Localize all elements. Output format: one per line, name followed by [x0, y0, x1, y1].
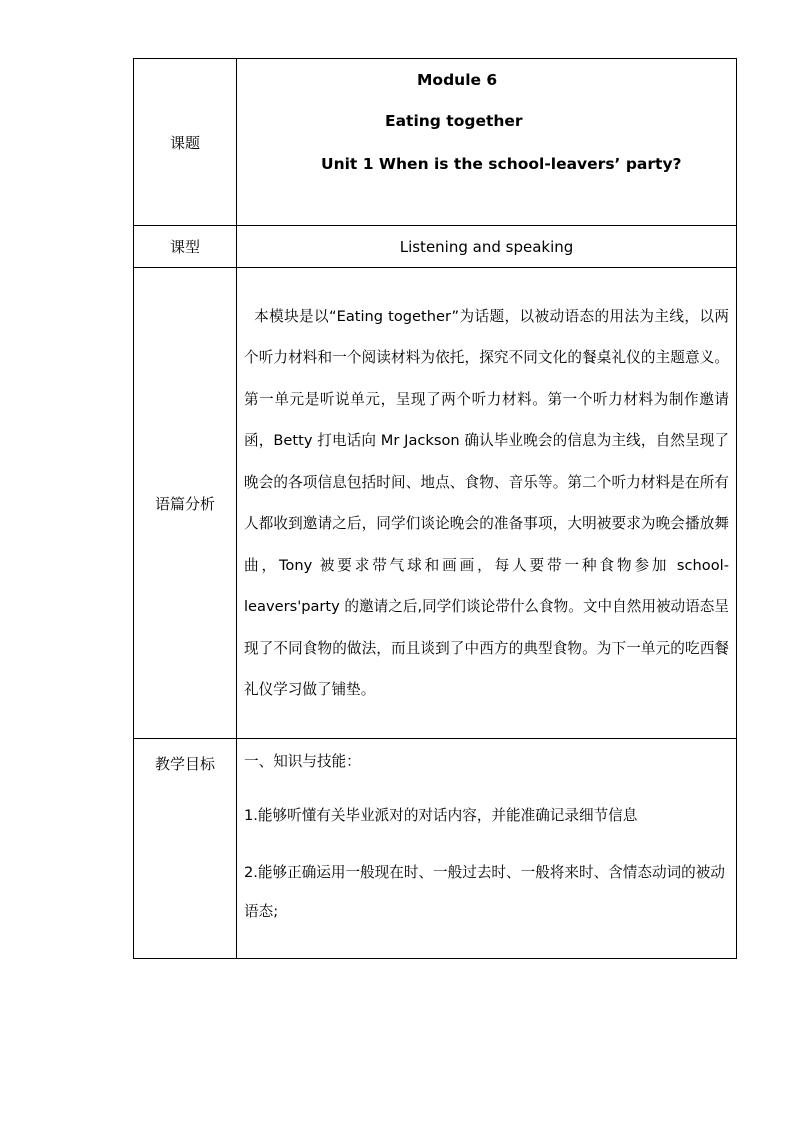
lesson-type-label: 课型	[134, 226, 237, 268]
text-analysis-row	[134, 268, 737, 739]
goal-item-2: 2.能够正确运用一般现在时、一般过去时、一般将来时、含情态动词的被动语态;	[244, 864, 725, 920]
text-analysis-cell	[237, 268, 737, 739]
text-analysis-paragraph: 本模块是以“Eating together”为话题，以被动语态的用法为主线，以两个听力材料和一个阅读材料为依托，探究不同文化的餐桌礼仪的主题意义。第一单元是听说单元，呈现了两个听力材料。第一个听力材料为制作邀请函，Betty 打电话向 Mr Jackson 确认毕业晚会的信息为主线，自然呈现了晚会的各项信息包括时间、地点、食物、音乐等。第二个听力材料是在所有人都收到邀请之后，同学们谈论晚会的准备事项，大明被要求为晚会播放舞曲，Tony 被要求带气球和画画，每人要带一种食物参加 school-leavers'party 的邀请之后,同学们谈论带什么食物。文中自然用被动语态呈现了不同食物的做法，而且谈到了中西方的典型食物。为下一单元的吃西餐礼仪学习做了铺垫。	[244, 307, 729, 698]
teaching-goals-cell	[237, 739, 737, 959]
goal-item-1: 1.能够听懂有关毕业派对的对话内容，并能准确记录细节信息	[244, 807, 638, 824]
topic-value-cell	[237, 59, 737, 226]
unit-title: Unit 1 When is the school-leavers’ party?	[321, 155, 682, 173]
text-analysis-label: 语篇分析	[134, 268, 237, 739]
teaching-goals-label: 教学目标	[134, 739, 237, 959]
goals-heading: 一、知识与技能：	[244, 753, 361, 770]
lesson-plan-table	[133, 58, 737, 959]
topic-row	[134, 59, 737, 226]
module-title: Module 6	[417, 71, 498, 89]
lesson-type-row	[134, 226, 737, 268]
module-theme: Eating together	[385, 112, 523, 130]
teaching-goals-row	[134, 739, 737, 959]
lesson-type-value: Listening and speaking	[237, 226, 737, 268]
topic-label: 课题	[134, 59, 237, 226]
